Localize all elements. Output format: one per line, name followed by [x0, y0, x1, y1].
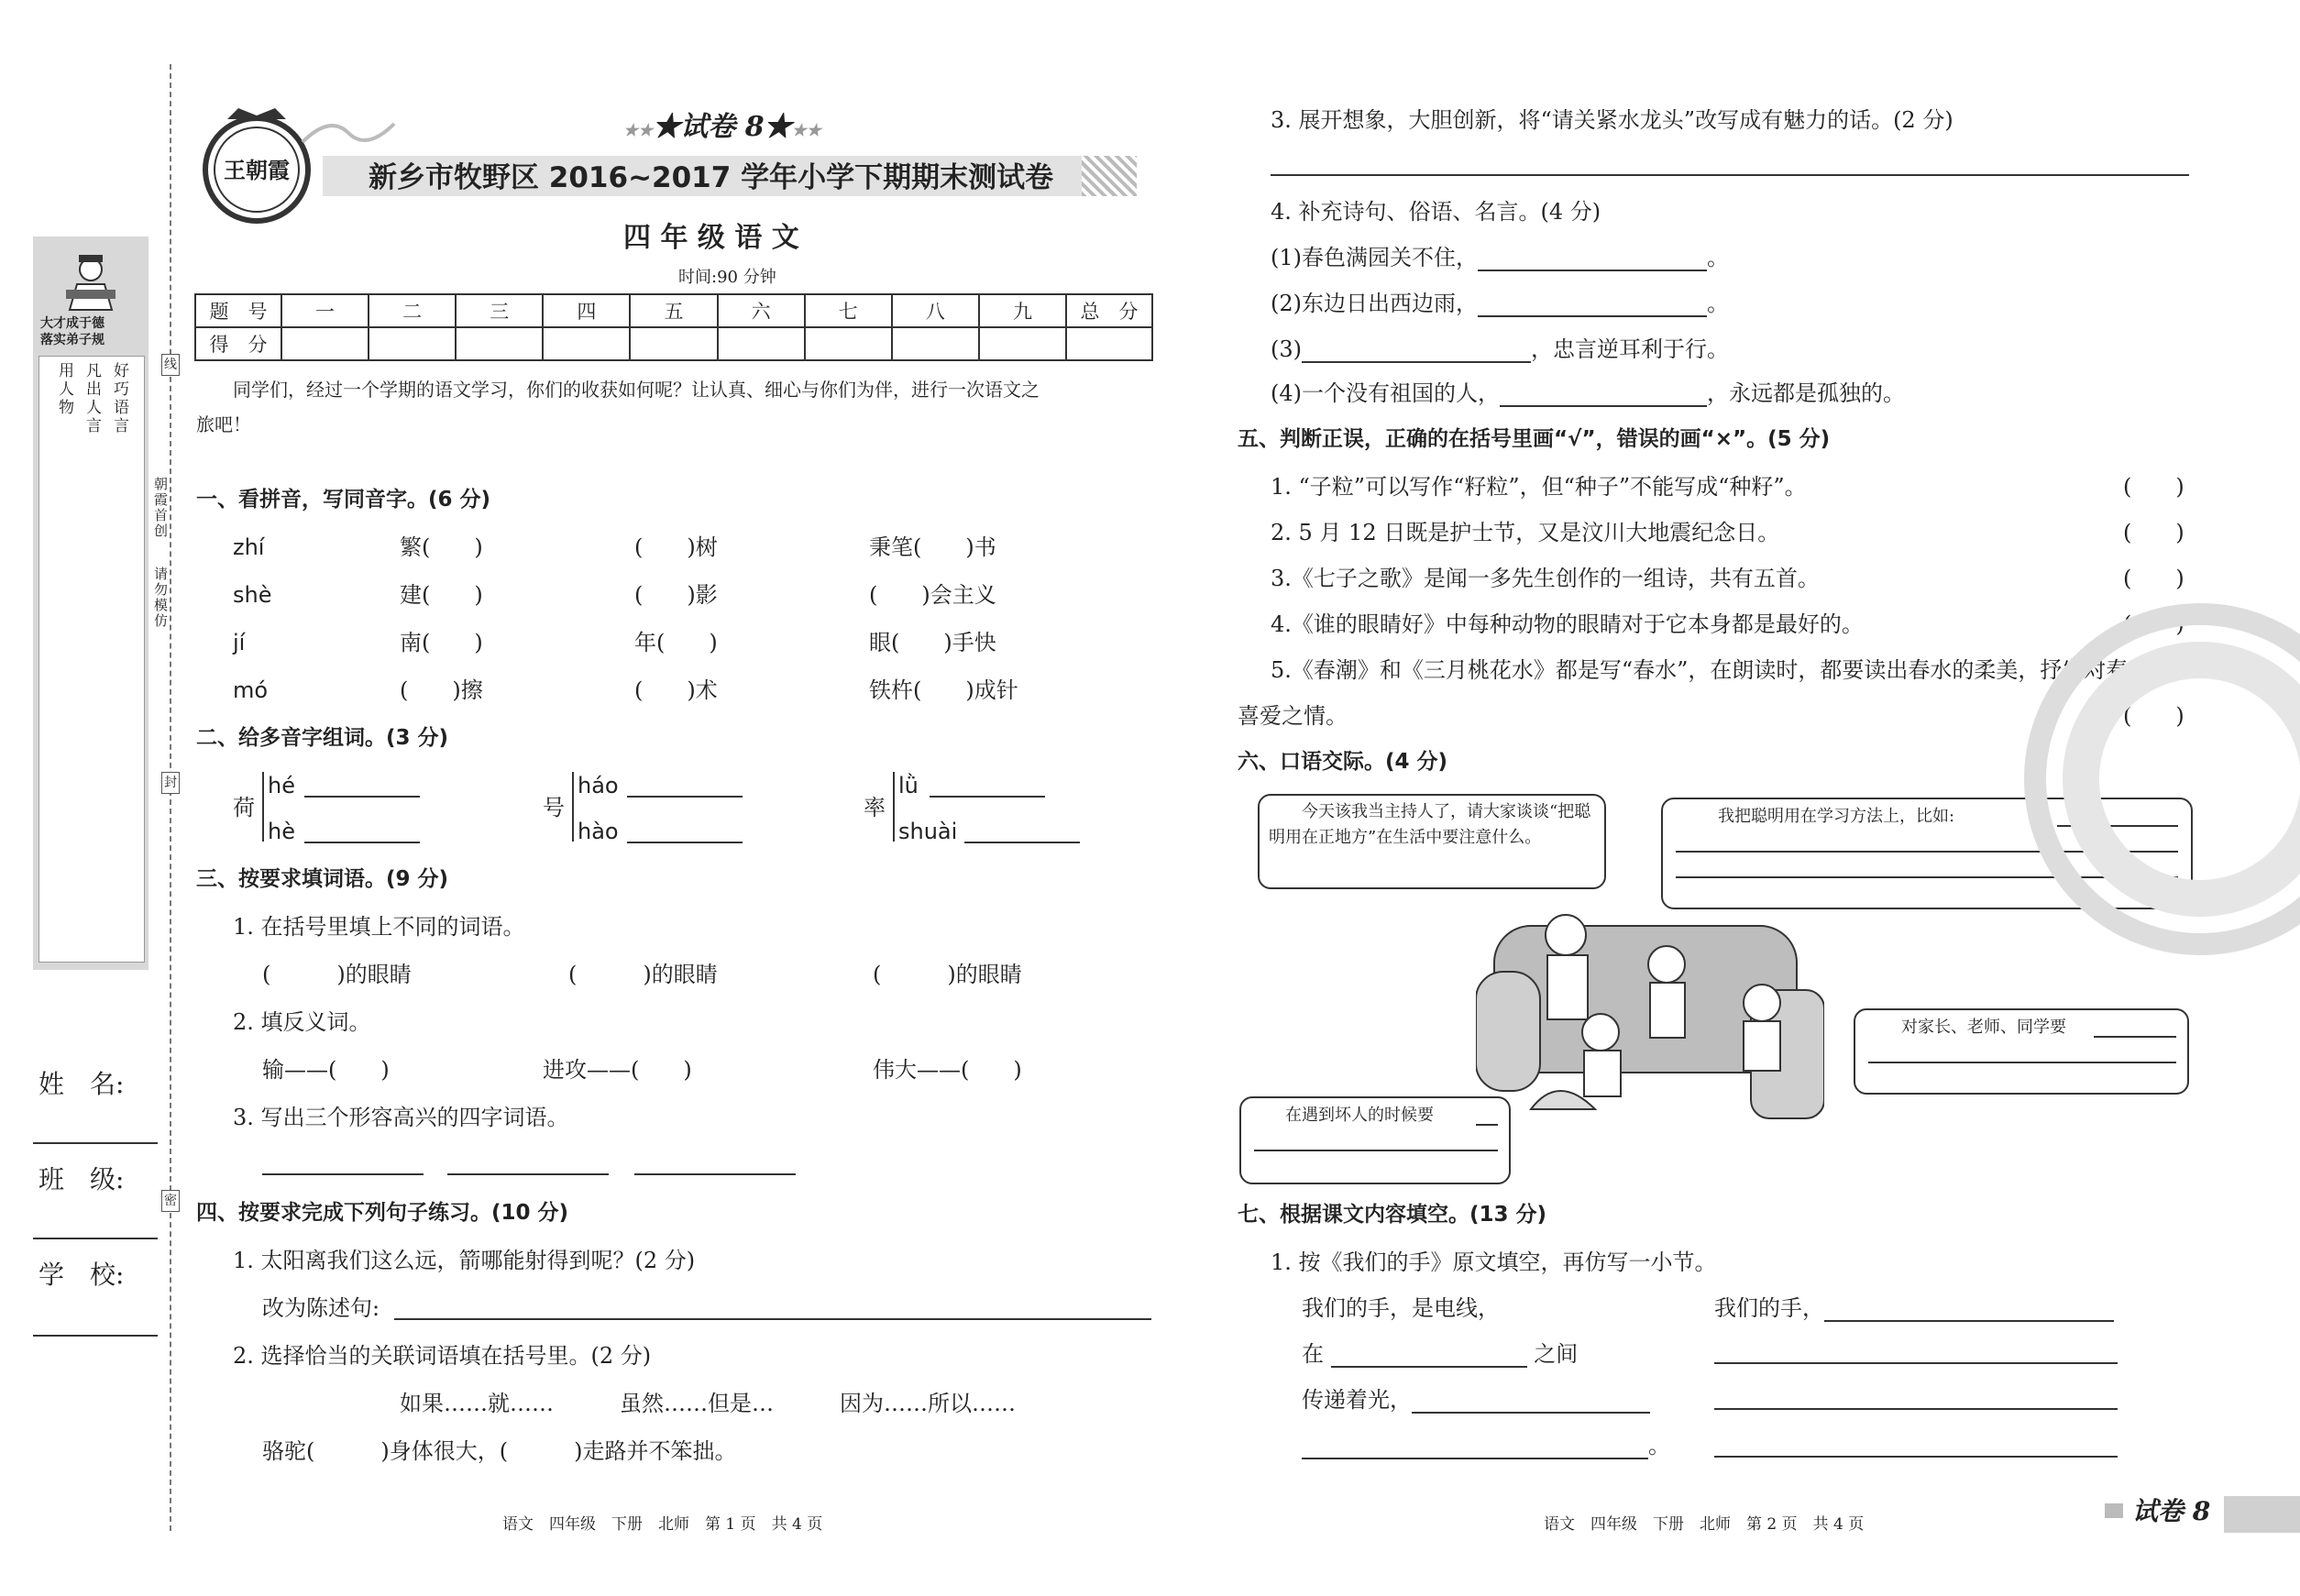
imitation-line[interactable] — [1714, 1408, 2118, 1410]
poem-item — [1271, 336, 1729, 363]
intro-line-2: 旅吧！ — [196, 413, 251, 435]
question-text: 1. 按《我们的手》原文填空，再仿写一小节。 — [1271, 1249, 1717, 1275]
score-header-cell: 四 — [543, 294, 630, 327]
period: 。 — [1707, 291, 1729, 316]
section-2-title: 二、给多音字组词。(3 分) — [196, 726, 449, 750]
seal-mark-2: 封 — [161, 772, 180, 794]
fill-item[interactable]: ( )术 — [634, 677, 718, 703]
score-cell[interactable] — [805, 327, 892, 360]
poem-blank[interactable] — [1478, 295, 1707, 317]
section-1-title: 一、看拼音，写同音字。(6 分) — [196, 488, 491, 512]
poem-text: (4)一个没有祖国的人， — [1271, 380, 1500, 406]
score-row-label: 得 分 — [195, 327, 281, 360]
imitation-line[interactable] — [1714, 1362, 2118, 1364]
section-6-title: 六、口语交际。(4 分) — [1238, 750, 1448, 774]
judge-paren[interactable]: ( ) — [2123, 520, 2184, 545]
score-header-cell: 七 — [805, 294, 892, 327]
intro-line-1: 同学们，经过一个学期的语文学习，你们的收获如何呢？让认真、细心与你们为伴，进行一次语文之 — [233, 379, 1040, 401]
poem-text: 在 — [1302, 1341, 1324, 1367]
score-cell[interactable] — [892, 327, 979, 360]
score-header-cell: 五 — [630, 294, 717, 327]
answer-line[interactable] — [2094, 1036, 2176, 1038]
sidebar-motto-2: 落实弟子规 — [40, 333, 105, 347]
judge-item: 1. “子粒”可以写作“籽粒”，但“种子”不能写成“种籽”。 — [1271, 474, 1807, 500]
bubble-danger-text: 在遇到坏人的时候要 — [1285, 1106, 1434, 1125]
question-text: 3. 写出三个形容高兴的四字词语。 — [233, 1105, 569, 1130]
poem-line — [1302, 1432, 1670, 1459]
poem-item — [1271, 290, 1729, 317]
speech-bubble-respect — [1854, 1008, 2189, 1095]
question-prompt: 改为陈述句: — [262, 1295, 380, 1321]
judge-item: 5.《春潮》和《三月桃花水》都是写“春水”，在朗读时，都要读出春水的柔美，抒发对春水的 — [1271, 657, 2173, 683]
poem-text: 传递着光， — [1302, 1387, 1412, 1413]
score-header-cell: 一 — [281, 294, 369, 327]
pinyin: mó — [233, 677, 269, 703]
pinyin: shuài — [898, 819, 958, 844]
seal-mark-3: 密 — [161, 1190, 180, 1212]
answer-line[interactable] — [304, 796, 420, 798]
answer-line[interactable] — [964, 842, 1080, 843]
score-cell[interactable] — [456, 327, 543, 360]
fill-item[interactable]: 年( ) — [634, 630, 718, 655]
watermark-seal-icon — [2017, 596, 2300, 963]
question-text: 1. 在括号里填上不同的词语。 — [233, 914, 525, 940]
paper-number-text: 试卷 8 — [680, 111, 765, 143]
score-cell[interactable] — [369, 327, 456, 360]
poem-blank[interactable] — [1478, 249, 1707, 271]
left-page-footer: 语文 四年级 下册 北师 第 1 页 共 4 页 — [502, 1515, 823, 1534]
answer-line[interactable] — [394, 1318, 1151, 1320]
binding-dashed-line — [170, 64, 171, 1531]
score-table — [194, 293, 1153, 361]
pinyin: hào — [578, 819, 619, 844]
answer-line[interactable] — [1254, 1150, 1498, 1151]
score-cell[interactable] — [281, 327, 369, 360]
polyphone-char: 荷 — [233, 795, 255, 820]
fill-sentence[interactable]: 骆驼( )身体很大，( )走路并不笨拙。 — [262, 1438, 737, 1464]
answer-line[interactable] — [634, 1173, 796, 1175]
poem-line: 我们的手，是电线， — [1302, 1295, 1500, 1321]
poem-line — [1302, 1386, 1650, 1414]
class-label: 班 级: — [39, 1164, 125, 1194]
question-text: 3. 展开想象，大胆创新，将“请关紧水龙头”改写成有魅力的话。(2 分) — [1271, 107, 1953, 133]
fill-item[interactable]: ( )会主义 — [869, 582, 996, 608]
poem-blank[interactable] — [1302, 341, 1531, 363]
poem-blank[interactable] — [1331, 1346, 1527, 1368]
corner-block-decoration — [2224, 1496, 2300, 1533]
score-header-cell: 二 — [369, 294, 456, 327]
class-input-line[interactable] — [33, 1238, 158, 1239]
score-header-cell: 六 — [718, 294, 805, 327]
section-5-title: 五、判断正误，正确的在括号里画“√”，错误的画“×”。(5 分) — [1238, 427, 1831, 451]
bubble-host-text: 今天该我当主持人了，请大家谈谈“把聪明用在正地方”在生活中要注意什么。 — [1269, 802, 1591, 847]
polyphone-char: 率 — [864, 795, 886, 820]
ribbon-decoration-icon — [293, 105, 403, 160]
children-discussion-illustration — [1476, 908, 1824, 1128]
name-input-line[interactable] — [33, 1142, 158, 1144]
score-header-cell: 九 — [979, 294, 1066, 327]
answer-line[interactable] — [262, 1173, 424, 1175]
pinyin: háo — [578, 773, 619, 798]
fill-item[interactable]: 建( ) — [400, 582, 483, 608]
pinyin: hé — [268, 773, 295, 798]
judge-paren[interactable]: ( ) — [2123, 474, 2184, 500]
bubble-method-text: 我把聪明用在学习方法上，比如: — [1718, 807, 1955, 826]
poem-blank[interactable] — [1302, 1437, 1648, 1459]
poem-text: ，忠言逆耳利于行。 — [1531, 336, 1729, 362]
judge-paren[interactable]: ( ) — [2123, 703, 2184, 729]
fill-item[interactable]: ( )树 — [634, 534, 718, 560]
sidebar-column-1: 好巧语言 — [110, 362, 128, 435]
imitation-line — [1714, 1294, 2114, 1322]
page-title: 新乡市牧野区 2016~2017 学年小学下期期末测试卷 — [369, 161, 1054, 194]
fill-item[interactable]: ( )擦 — [400, 677, 483, 703]
title-banner-pattern — [1082, 156, 1137, 196]
answer-line[interactable] — [1271, 174, 2189, 176]
question-text: 1. 太阳离我们这么远，箭哪能射得到呢？(2 分) — [233, 1248, 696, 1273]
speech-bubble-host — [1258, 794, 1606, 889]
score-cell[interactable] — [630, 327, 717, 360]
poem-text: (1)春色满园关不住， — [1271, 245, 1478, 270]
poem-text: ，永远都是孤独的。 — [1707, 380, 1905, 406]
bubble-respect-text: 对家长、老师、同学要 — [1901, 1018, 2066, 1037]
section-7-title: 七、根据课文内容填空。(13 分) — [1238, 1203, 1547, 1227]
judge-paren[interactable]: ( ) — [2123, 611, 2184, 637]
poem-blank[interactable] — [1412, 1392, 1650, 1414]
answer-line[interactable] — [627, 842, 743, 843]
judge-item: 4.《谁的眼睛好》中每种动物的眼睛对于它本身都是最好的。 — [1271, 611, 1864, 637]
score-table-score-row — [195, 327, 1152, 360]
fill-item[interactable]: ( )的眼睛 — [262, 962, 412, 987]
pinyin: jí — [233, 630, 246, 655]
judge-item: 3.《七子之歌》是闻一多先生创作的一组诗，共有五首。 — [1271, 566, 1820, 591]
score-cell[interactable] — [543, 327, 630, 360]
school-label: 学 校: — [39, 1260, 125, 1290]
question-text: 2. 选择恰当的关联词语填在括号里。(2 分) — [233, 1343, 652, 1369]
poem-item — [1271, 244, 1729, 271]
question-text: 4. 补充诗句、俗语、名言。(4 分) — [1271, 199, 1601, 225]
score-cell[interactable] — [979, 327, 1066, 360]
poem-text: (3) — [1271, 336, 1302, 362]
judge-item: 2. 5 月 12 日既是护士节，又是汶川大地震纪念日。 — [1271, 520, 1780, 545]
period: 。 — [1648, 1433, 1670, 1458]
answer-line[interactable] — [627, 796, 743, 798]
score-cell[interactable] — [1066, 327, 1152, 360]
fill-item[interactable]: 伟大——( ) — [873, 1057, 1022, 1083]
imitation-line[interactable] — [1714, 1456, 2118, 1458]
pinyin: lǜ — [898, 773, 919, 798]
school-input-line[interactable] — [33, 1335, 158, 1337]
polyphone-char: 号 — [543, 795, 565, 820]
seal-mark-1: 线 — [161, 354, 180, 376]
fill-item[interactable]: ( )影 — [634, 582, 718, 608]
vertical-note-1: 朝霞首创 — [152, 477, 169, 539]
answer-line[interactable] — [304, 842, 420, 843]
poem-text: 我们的手， — [1714, 1295, 1824, 1321]
corner-block-decoration — [2105, 1503, 2123, 1518]
poem-text: (2)东边日出西边雨， — [1271, 291, 1478, 316]
period: 。 — [1707, 245, 1729, 270]
judge-item-continued: 喜爱之情。 — [1238, 703, 1348, 729]
fill-item[interactable]: 秉笔( )书 — [869, 534, 996, 560]
star-decoration-icon: ★★ — [623, 121, 654, 140]
fill-item[interactable]: 铁杵( )成针 — [869, 677, 1018, 703]
sidebar-rules-box — [39, 356, 145, 963]
scholar-figure-icon — [59, 249, 123, 314]
speech-bubble-danger — [1239, 1096, 1511, 1184]
score-header-cell: 题 号 — [195, 294, 281, 327]
poem-blank[interactable] — [1500, 385, 1707, 407]
sidebar-column-3: 用人物 — [55, 362, 73, 417]
exam-time: 时间:90 分钟 — [678, 268, 776, 287]
conjunction-options: 如果……就…… 虽然……但是… 因为……所以…… — [400, 1391, 1016, 1416]
section-3-title: 三、按要求填词语。(9 分) — [196, 867, 449, 891]
pinyin: shè — [233, 582, 272, 608]
answer-line[interactable] — [447, 1173, 609, 1175]
vertical-note-2: 请勿模仿 — [152, 567, 169, 629]
corner-paper-label: 试卷 8 — [2132, 1496, 2211, 1526]
answer-line[interactable] — [930, 796, 1045, 798]
fill-item[interactable]: 进攻——( ) — [543, 1057, 692, 1083]
name-label: 姓 名: — [39, 1069, 125, 1099]
score-cell[interactable] — [718, 327, 805, 360]
fill-item[interactable]: ( )的眼睛 — [873, 962, 1022, 987]
judge-paren[interactable]: ( ) — [2123, 566, 2184, 591]
score-header-cell: 总 分 — [1066, 294, 1152, 327]
section-4-title: 四、按要求完成下列句子练习。(10 分) — [196, 1201, 569, 1225]
star-decoration-icon: ★★ — [791, 121, 821, 140]
poem-text: 之间 — [1534, 1341, 1579, 1367]
poem-line — [1302, 1340, 1578, 1368]
paper-number: ★★★试卷 8★★★ — [623, 111, 821, 143]
sidebar-motto-1: 大才成于德 — [40, 316, 105, 331]
sidebar-column-2: 凡出人言 — [83, 362, 101, 435]
poem-item — [1271, 380, 1905, 407]
score-header-cell: 三 — [456, 294, 543, 327]
sidebar-panel — [33, 237, 149, 970]
pinyin: hè — [268, 819, 295, 844]
fill-item[interactable]: 南( ) — [400, 630, 483, 655]
question-text: 2. 填反义词。 — [233, 1009, 371, 1035]
score-table-header-row — [195, 294, 1152, 327]
logo-text: 王朝霞 — [224, 157, 290, 183]
pinyin: zhí — [233, 534, 265, 560]
subject-title: 四 年 级 语 文 — [623, 222, 799, 254]
fill-item[interactable]: 繁( ) — [400, 534, 483, 560]
right-page-footer: 语文 四年级 下册 北师 第 2 页 共 4 页 — [1544, 1515, 1865, 1534]
answer-line[interactable] — [1868, 1062, 2176, 1063]
fill-item[interactable]: ( )的眼睛 — [568, 962, 718, 987]
score-header-cell: 八 — [892, 294, 979, 327]
fill-item[interactable]: 眼( )手快 — [869, 630, 996, 655]
imitation-blank[interactable] — [1824, 1300, 2114, 1322]
fill-item[interactable]: 输——( ) — [262, 1057, 390, 1083]
